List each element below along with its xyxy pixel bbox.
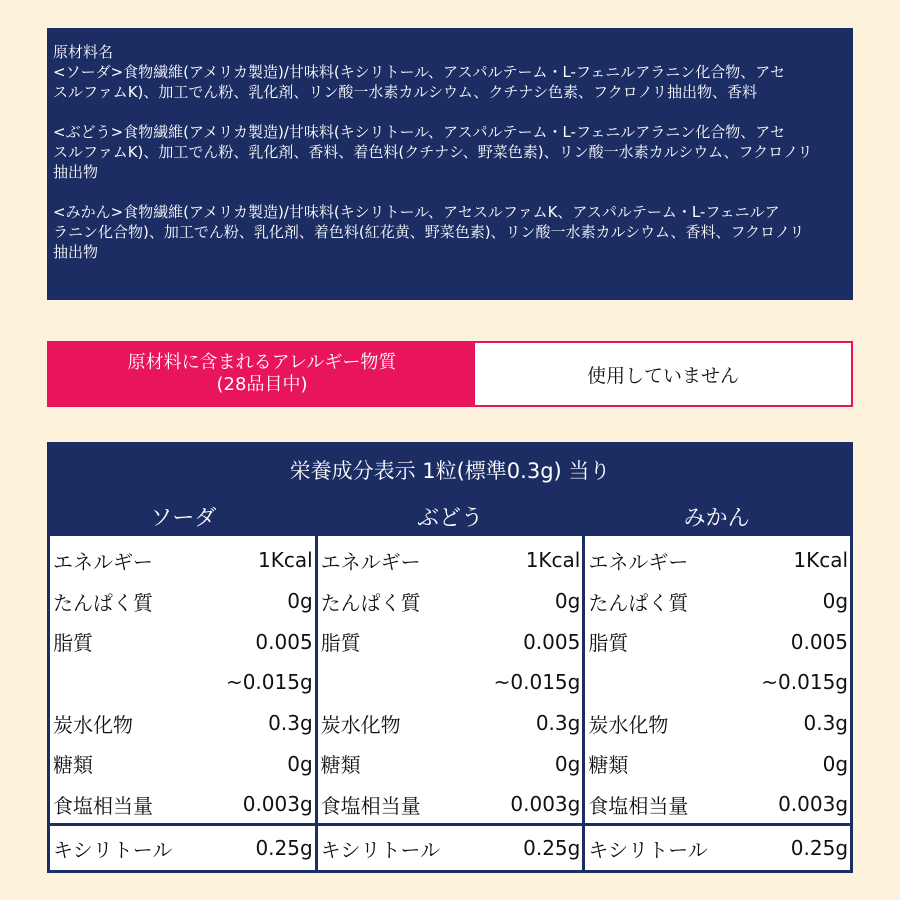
xylitol-value: 0.25g (523, 836, 581, 860)
nutrition-label: たんぱく質 (588, 590, 689, 615)
nutrition-value: 0.3g (268, 711, 313, 736)
nutrition-value: ~0.015g (493, 670, 581, 695)
ingredients-title: 原材料名 (53, 43, 114, 61)
nutrition-value: 0g (554, 751, 581, 776)
ingredients-line: スルファムK)、加工でん粉、乳化剤、香料、着色料(クチナシ、野菜色素)、リン酸一水素カルシウム、フクロノリ (53, 143, 813, 161)
nutrition-column-orange (585, 536, 850, 823)
flavor-header-soda: ソーダ (150, 506, 217, 531)
nutrition-column-soda (50, 536, 315, 823)
nutrition-value: 0g (822, 751, 849, 776)
nutrition-row (50, 743, 315, 784)
nutrition-value: ~0.015g (761, 670, 849, 695)
nutrition-value: 0.3g (535, 711, 581, 736)
nutrition-title: 栄養成分表示 1粒(標準0.3g) 当り (289, 458, 611, 483)
ingredients-line: <ソーダ>食物繊維(アメリカ製造)/甘味料(キシリトール、アスパルテーム・L-フェニルアラニン化合物、アセ (53, 63, 786, 81)
nutrition-row (585, 662, 850, 703)
nutrition-row (318, 826, 583, 870)
nutrition-value: 1Kcal (793, 548, 849, 573)
nutrition-value: 0.003g (778, 792, 849, 817)
nutrition-row (50, 703, 315, 744)
nutrition-label: 食塩相当量 (588, 793, 689, 818)
allergen-label-line1: 原材料に含まれるアレルギー物質 (127, 352, 397, 373)
nutrition-row (585, 743, 850, 784)
nutrition-label: たんぱく質 (320, 590, 421, 615)
nutrition-row (585, 621, 850, 662)
nutrition-value: 0.005 (790, 629, 849, 654)
nutrition-row (585, 784, 850, 825)
nutrition-value: 0.005 (255, 629, 313, 654)
nutrition-label: 炭水化物 (53, 712, 133, 737)
nutrition-value: 0g (287, 751, 313, 776)
nutrition-label: 食塩相当量 (320, 793, 421, 818)
ingredients-line: 抽出物 (53, 243, 99, 261)
nutrition-value: ~0.015g (225, 670, 313, 695)
nutrition-row (585, 581, 850, 622)
nutrition-grid (50, 536, 850, 823)
nutrition-panel (47, 442, 853, 873)
xylitol-row (50, 826, 850, 870)
xylitol-label: キシリトール (588, 837, 708, 862)
nutrition-label: 食塩相当量 (53, 793, 153, 818)
nutrition-row (585, 826, 850, 870)
nutrition-value: 0g (554, 589, 581, 614)
nutrition-row (318, 743, 583, 784)
nutrition-label: 炭水化物 (320, 712, 401, 737)
flavor-header-orange: みかん (683, 506, 750, 531)
nutrition-value: 0.005 (523, 629, 581, 654)
nutrition-label: 脂質 (53, 631, 93, 656)
nutrition-label: 炭水化物 (588, 712, 669, 737)
allergen-value: 使用していません (586, 364, 739, 387)
xylitol-cell-soda (50, 826, 315, 870)
nutrition-label: エネルギー (53, 549, 153, 574)
ingredients-line: ラニン化合物)、加工でん粉、乳化剤、着色料(紅花黄、野菜色素)、リン酸一水素カルシウム、香料、フクロノリ (53, 223, 805, 241)
nutrition-row (318, 540, 583, 581)
ingredients-soda (53, 62, 847, 102)
nutrition-column-grape (318, 536, 583, 823)
nutrition-row (50, 826, 315, 870)
allergen-row (47, 341, 853, 407)
allergen-label-line2: (28品目中) (216, 374, 308, 395)
ingredients-line: スルファムK)、加工でん粉、乳化剤、リン酸一水素カルシウム、クチナシ色素、フクロノリ抽出物、香料 (53, 83, 757, 101)
nutrition-value: 0.003g (510, 792, 581, 817)
ingredients-line: <みかん>食物繊維(アメリカ製造)/甘味料(キシリトール、アセスルファムK、アスパルテーム・L-フェニルア (53, 203, 780, 221)
nutrition-label: 糖類 (320, 753, 361, 778)
ingredients-line: <ぶどう>食物繊維(アメリカ製造)/甘味料(キシリトール、アスパルテーム・L-フェニルアラニン化合物、アセ (53, 123, 786, 141)
xylitol-value: 0.25g (255, 836, 313, 860)
xylitol-cell-orange (585, 826, 850, 870)
nutrition-row (585, 540, 850, 581)
nutrition-label: たんぱく質 (53, 590, 153, 615)
nutrition-row (318, 662, 583, 703)
nutrition-row (318, 703, 583, 744)
nutrition-label: 糖類 (588, 753, 629, 778)
ingredients-grape (53, 122, 847, 182)
nutrition-row (318, 581, 583, 622)
xylitol-value: 0.25g (790, 836, 849, 860)
nutrition-row (50, 540, 315, 581)
nutrition-row (50, 662, 315, 703)
nutrition-label: エネルギー (588, 549, 689, 574)
nutrition-value: 1Kcal (258, 548, 313, 573)
allergen-label (49, 343, 475, 405)
nutrition-label: 脂質 (588, 631, 629, 656)
nutrition-label: エネルギー (320, 549, 421, 574)
nutrition-value: 1Kcal (525, 548, 581, 573)
nutrition-row (318, 621, 583, 662)
xylitol-cell-grape (318, 826, 583, 870)
nutrition-value: 0g (287, 589, 313, 614)
nutrition-row (50, 621, 315, 662)
flavor-headers (50, 497, 850, 536)
flavor-header-grape: ぶどう (417, 506, 484, 531)
xylitol-label: キシリトール (320, 837, 441, 862)
nutrition-value: 0g (822, 589, 849, 614)
nutrition-row (50, 784, 315, 825)
nutrition-value: 0.003g (242, 792, 313, 817)
nutrition-value: 0.3g (803, 711, 849, 736)
ingredients-orange (53, 202, 847, 262)
nutrition-row (585, 703, 850, 744)
xylitol-label: キシリトール (53, 837, 173, 862)
nutrition-label: 脂質 (320, 631, 361, 656)
nutrition-row (318, 784, 583, 825)
nutrition-label: 糖類 (53, 753, 93, 778)
ingredients-panel (47, 28, 853, 300)
ingredients-line: 抽出物 (53, 163, 99, 181)
nutrition-row (50, 581, 315, 622)
